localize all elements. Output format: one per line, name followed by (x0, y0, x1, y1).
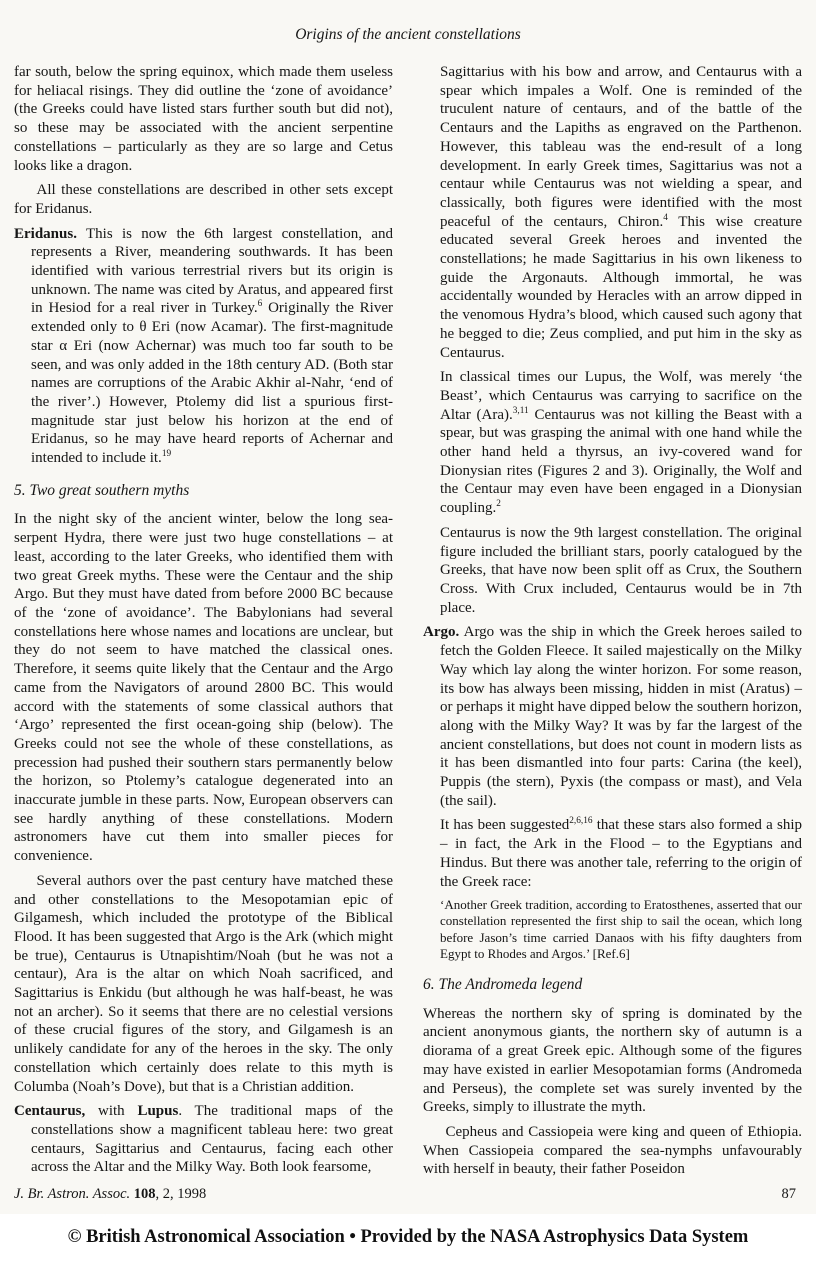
paragraph: In the night sky of the ancient winter, below the long sea-serpent Hydra, there were just two huge constellations – at least, according to the later Greeks, who identified them with two great Greek myths. These were the Centaur and the ship Argo. But they must have dated from before 2000 BC because of the ‘zone of avoidance’. The Babylonians had several constellations here whose names and locations are unclear, but they do not seem to have matched the classical ones. Therefore, it seems quite likely that the Centaur and the Argo came from the Navigators of around 2800 BC. This would accord with the statements of some classical authors that ‘Argo’ represented the first ocean-going ship (below). The Greeks could not see the whole of these constellations, as precession had pushed their southern stars permanently below the horizon, so Ptolemy’s catalogue degenerated into an inaccurate jumble in these parts. Now, European observers can see hardly anything of these constellations. Modern astronomers have cut them into smaller pieces for convenience. (14, 511, 393, 865)
paragraph: Whereas the northern sky of spring is dominated by the ancient anonymous giants, the northern sky of autumn is a diorama of a great Greek epic. Although some of the figures may have existed in earlier Mesopotamian forms (Andromeda and Perseus), the complete set was surely invented by the Greeks, simply to illustrate the myth. (423, 1005, 802, 1116)
article-body (0, 63, 816, 1185)
paragraph: Argo. Argo was the ship in which the Greek heroes sailed to fetch the Golden Fleece. It sailed majestically on the Milky Way which lay along the winter horizon. For some reason, its bow has always been missing, hidden in mist (Aratus) – or perhaps it might have dipped below the southern horizon, along with the Milky Way? It was by far the largest of the ancient constellations, but does not count in modern lists as it has been dismantled into four parts: Carina (the keel), Puppis (the stern), Pyxis (the compass or mast), and Vela (the sail). (423, 624, 802, 809)
paragraph: ‘Another Greek tradition, according to Eratosthenes, asserted that our constellation represented the first ship to sail the ocean, which long before Jason’s time carried Danaos with his fifty daughters from Egypt to Rhodes and Argos.’ [Ref.6] (440, 897, 802, 961)
journal-issue-year: , 2, 1998 (155, 1186, 207, 1202)
page-footer (14, 1186, 796, 1203)
page-number: 87 (781, 1186, 796, 1202)
ads-banner (0, 1214, 816, 1268)
left-column (14, 63, 393, 1185)
section-heading: 5. Two great southern myths (14, 481, 190, 499)
paragraph: Cepheus and Cassiopeia were king and queen of Ethiopia. When Cassiopeia compared the sea-nymphs unfavourably with herself in beauty, their father Poseidon (423, 1123, 802, 1178)
paragraph: Sagittarius with his bow and arrow, and Centaurus with a spear which impales a Wolf. One is reminded of the truculent nature of centaurs, and of the battle of the Centaurs and the Lapiths as engraved on the Parthenon. However, this tableau was the end-result of a long development. In early Greek times, Sagittarius was not a centaur while Centaurus was not wielding a spear, and classically, both figures were identified with the most peaceful of the centaurs, Chiron.$^4$ This wise creature educated several Greek heroes and invented the constellations; he made Sagittarius in his own likeness to guide the Argonauts. Although immortal, he was accidentally wounded by Heracles with an arrow dipped in the venomous Hydra’s blood, which caused such agony that he begged to die; Zeus complied, and put him in the sky as Centaurus. (440, 64, 802, 361)
journal-volume: 108 (133, 1186, 156, 1202)
paragraph: Centaurus is now the 9th largest constellation. The original figure included the brilliant stars, poorly catalogued by the Greeks, that have now been split off as Crux, the Southern Cross. With Crux included, Centaurus would be in 7th place. (440, 524, 802, 616)
paragraph: Eridanus. This is now the 6th largest constellation, and represents a River, meandering southwards. It has been identified with various terrestrial rivers but its origin is unknown. The name was cited by Aratus, and appeared first in Hesiod for a real river in Turkey.$^6$ Originally the River extended only to θ Eri (now Acamar). The first-magnitude star α Eri (now Achernar) was much too far south to be seen, and was only added in the 18th century AD. (Both star names are corruptions of the Arabic Akhir al-Nahr, ‘end of the river’.) However, Ptolemy did list a spurious first-magnitude star just below his horizon at the end of Eridanus, so he may have heard reports of Achernar and intended to include it.$^{19}$ (14, 225, 393, 467)
paragraph: In classical times our Lupus, the Wolf, was merely ‘the Beast’, which Centaurus was carrying to sacrifice on the Altar (Ara).$^{3,11}$ Centaurus was not killing the Beast with a spear, but was grasping the animal with one hand while the other hand held a thyrsus, an ivy-covered wand for Dionysian rites (Figures 2 and 3). Originally, the Wolf and the Centaur may even have been engaged in a Dionysian coupling.$^2$ (440, 369, 802, 517)
page-title: Origins of the ancient constellations (295, 26, 521, 43)
journal-citation (14, 1186, 206, 1203)
ads-banner-text: © British Astronomical Association • Provided by the NASA Astrophysics Data System (67, 1227, 749, 1247)
paragraph: It has been suggested$^{2,6,16}$ that these stars also formed a ship – in fact, the Ark in the Flood – to the Egyptians and Hindus. But there was another tale, referring to the origin of the Greek race: (440, 816, 802, 890)
paragraph: All these constellations are described in other sets except for Eridanus. (14, 182, 393, 217)
paragraph: far south, below the spring equinox, which made them useless for heliacal risings. They did outline the ‘zone of avoidance’ (the Greeks could have listed stars further south but did not), so these may be associated with the ancient serpentine constellations – particularly as they are so large and Cetus looks like a dragon. (14, 64, 393, 174)
section-heading: 6. The Andromeda legend (423, 976, 583, 994)
paragraph: Several authors over the past century have matched these and other constellations to the Mesopotamian epic of Gilgamesh, which included the prototype of the Biblical Flood. It has been suggested that Argo is the Ark (which might be true), Centaurus is Utnapishtim/Noah (but he was not a centaur), Ara is the altar on which Noah sacrificed, and Sagittarius is Enkidu (but although he was half-beast, he was not an archer). So it seems that there are no celestial versions of these crucial figures of the story, and Gilgamesh is an unlikely candidate for any of the heroes in the sky. The only constellation which certainly does relate to this myth is Columba (Noah’s Dove), but that is a Christian addition. (14, 872, 393, 1095)
journal-name: J. Br. Astron. Assoc. (14, 1186, 134, 1202)
paragraph: Centaurus, with Lupus. The traditional maps of the constellations show a magnificent tableau here: two great centaurs, Sagittarius and Centaurus, facing each other across the Altar and the Milky Way. Both look fearsome, (14, 1103, 393, 1176)
right-column (423, 63, 802, 1185)
